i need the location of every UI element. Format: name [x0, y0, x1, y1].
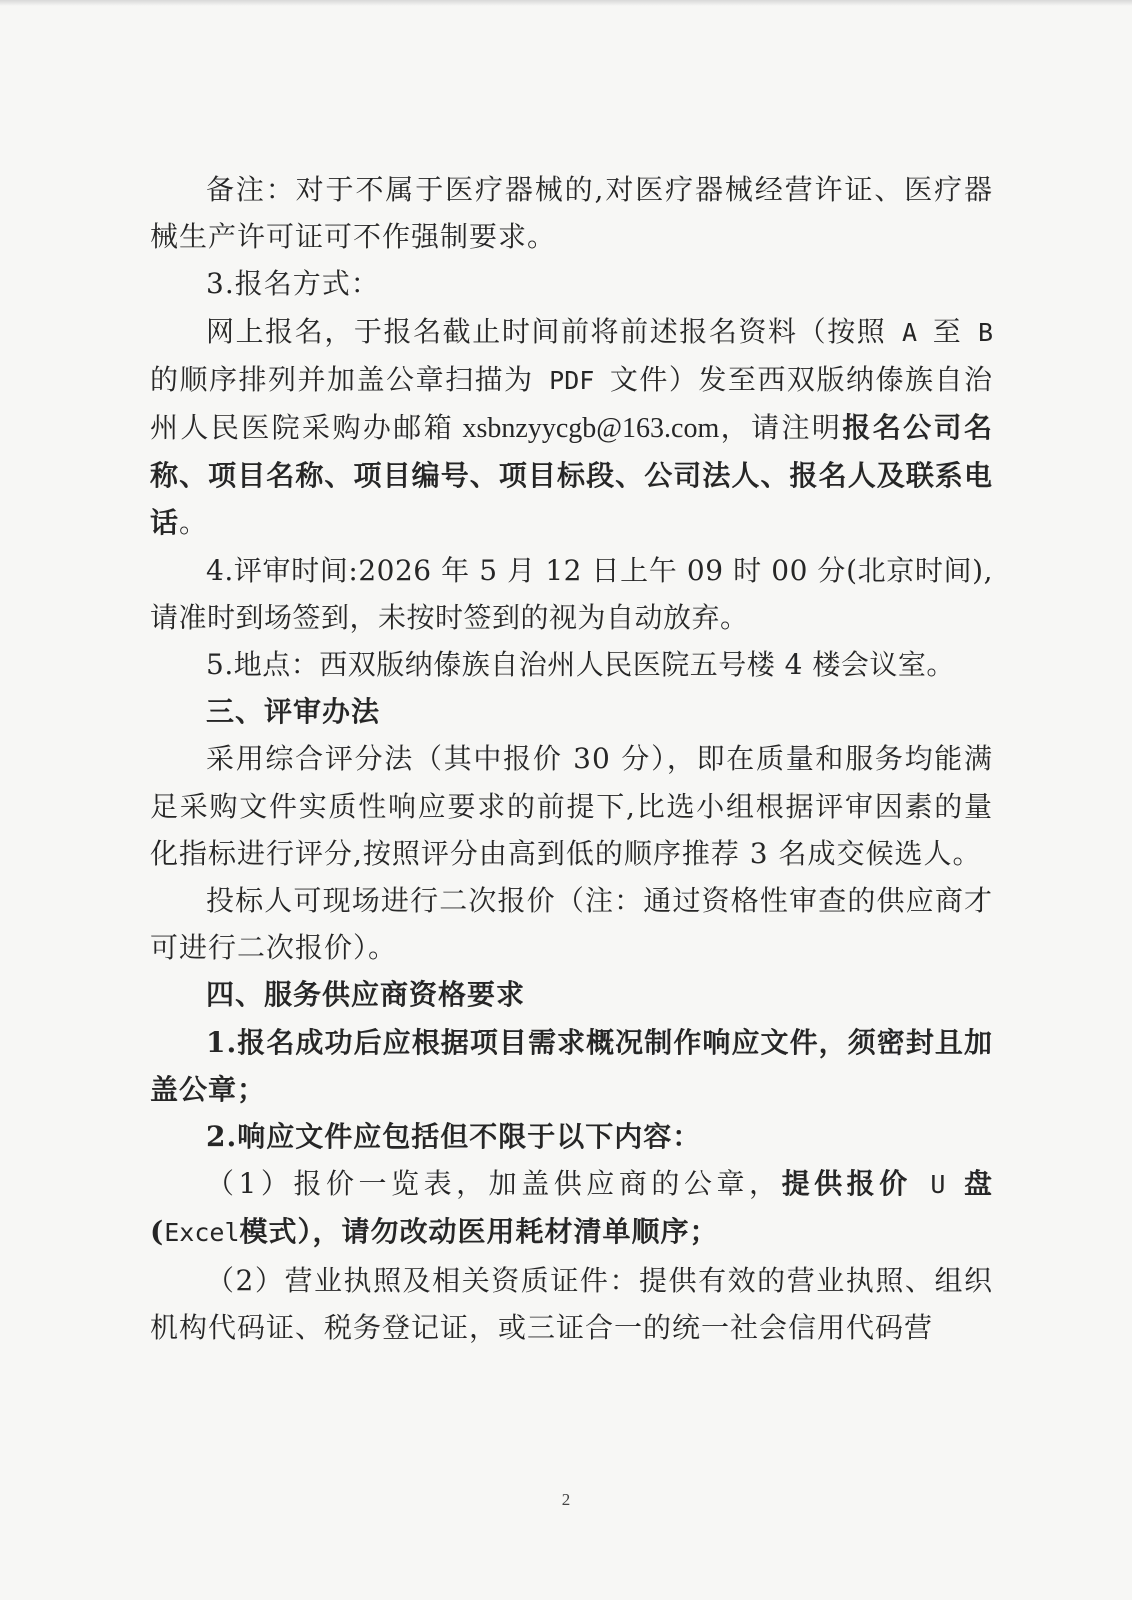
- text-run: （2）营业执照及相关资质证件：提供有效的营业执照、组织机构代码证、税务登记证，或三证合一的统一社会信用代码营: [150, 1263, 993, 1344]
- text-run: Excel: [164, 1218, 240, 1248]
- paragraph: [150, 877, 993, 971]
- text-run: 模式），请勿改动医用耗材清单顺序；: [239, 1215, 719, 1249]
- paragraph: [150, 1019, 993, 1113]
- paragraph: [150, 547, 993, 641]
- text-run: 。: [179, 506, 209, 540]
- text-run: 投标人可现场进行二次报价（注：通过资格性审查的供应商才可进行二次报价）。: [150, 884, 993, 965]
- text-run: U: [911, 1170, 964, 1200]
- text-run: 2.响应文件应包括但不限于以下内容：: [206, 1120, 702, 1154]
- text-run: 采用综合评分法（其中报价 30 分），即在质量和服务均能满足采购文件实质性响应要求的前提下,比选小组根据评审因素的量化指标进行评分,按照评分由高到低的顺序推荐 3 名成交候选人。: [150, 742, 993, 870]
- text-run: （1）报价一览表，加盖供应商的公章，: [206, 1167, 782, 1201]
- text-run: xsbnzyycgb@163.com: [454, 413, 720, 445]
- text-run: 备注：对于不属于医疗器械的,对医疗器械经营许证、医疗器械生产许可证可不作强制要求。: [150, 173, 993, 254]
- paragraph: [150, 971, 993, 1018]
- paragraph: [150, 166, 993, 260]
- paragraph: [150, 735, 993, 877]
- text-run: B: [962, 317, 993, 347]
- paragraph: [150, 688, 993, 735]
- paragraph: [150, 260, 993, 307]
- text-run: 至: [932, 314, 963, 348]
- text-run: 文件）发至西双版纳傣族自治州人民医院采购办邮箱: [150, 362, 993, 445]
- text-run: 报名公司名称、项目名称、项目编号、项目标段、公司法人、报名人及联系电话: [150, 411, 993, 540]
- text-run: 三、评审办法: [206, 695, 381, 729]
- scan-edge: [0, 0, 1132, 6]
- document-body: [150, 166, 993, 1351]
- text-run: A: [886, 317, 933, 347]
- paragraph: [150, 1160, 993, 1256]
- text-run: 1.报名成功后应根据项目需求概况制作响应文件，须密封且加盖公章；: [150, 1025, 993, 1106]
- paragraph: [150, 1257, 993, 1351]
- text-run: 4.评审时间:2026 年 5 月 12 日上午 09 时 00 分(北京时间),请准时到场签到，未按时签到的视为自动放弃。: [150, 553, 993, 634]
- text-run: 3.报名方式：: [206, 267, 380, 301]
- paragraph: [150, 641, 993, 688]
- paragraph: [150, 308, 993, 547]
- page-number: 2: [561, 1490, 571, 1509]
- text-run: 的顺序排列并加盖公章扫描为: [150, 362, 534, 396]
- text-run: PDF: [533, 365, 610, 395]
- text-run: 5.地点：西双版纳傣族自治州人民医院五号楼 4 楼会议室。: [206, 648, 955, 682]
- text-run: 网上报名，于报名截止时间前将前述报名资料（按照: [206, 314, 887, 348]
- text-run: 提供报价: [781, 1167, 912, 1201]
- text-run: ，请注明: [719, 411, 843, 445]
- text-run: 四、服务供应商资格要求: [206, 978, 526, 1012]
- paragraph: [150, 1113, 993, 1160]
- text-run: 盘(: [150, 1167, 993, 1249]
